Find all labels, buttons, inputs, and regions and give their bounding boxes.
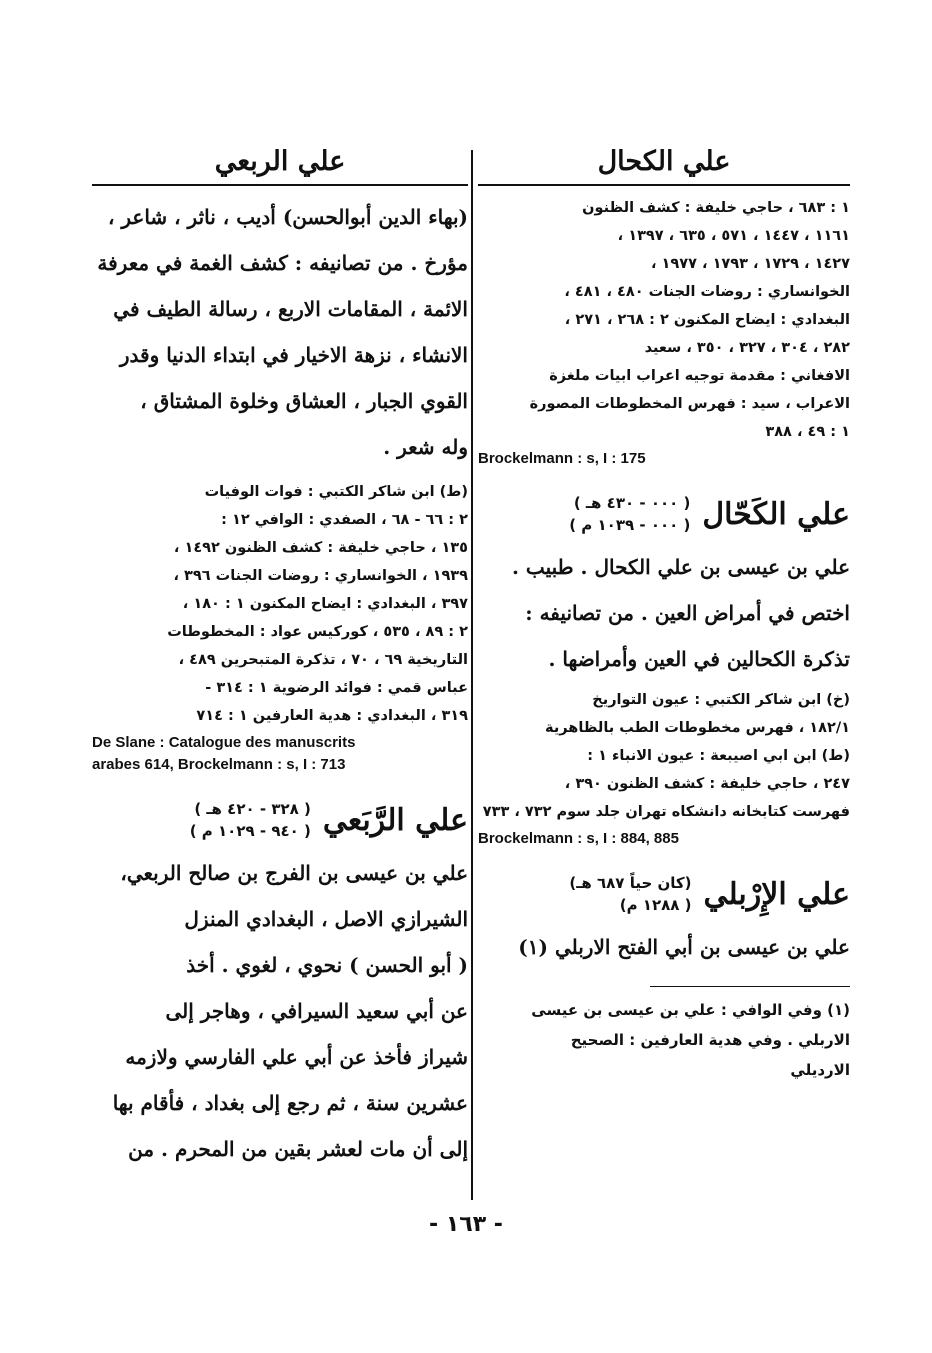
footnote-line: الارديلي bbox=[790, 1061, 850, 1079]
body-line: علي بن عيسى بن علي الكحال . طبيب . bbox=[512, 555, 850, 579]
right-column bbox=[478, 140, 850, 1085]
page-number: - ١٦٣ - bbox=[429, 1212, 503, 1237]
source-line: (ط) ابن شاكر الكتبي : فوات الوفيات bbox=[204, 484, 468, 500]
source-line: ١ : ٤٩ ، ٣٨٨ bbox=[765, 424, 850, 440]
latin-reference: arabes 614, Brockelmann : s, I : 713 bbox=[92, 756, 346, 773]
date-gregorian: ( ١٢٨٨ م) bbox=[619, 896, 692, 914]
entry-body-rabai bbox=[92, 850, 468, 1172]
source-line: ١٤٢٧ ، ١٧٢٩ ، ١٧٩٣ ، ١٩٧٧ ، bbox=[650, 256, 850, 272]
entry-dates bbox=[190, 798, 311, 842]
source-line: ٣٩٧ ، البغدادي : ايضاح المكنون ١ : ١٨٠ ، bbox=[182, 596, 468, 612]
entry-name: علي الإِرْبلي bbox=[703, 876, 850, 912]
body-line: اختص في أمراض العين . من تصانيفه : bbox=[525, 601, 850, 625]
source-line: ١ : ٦٨٣ ، حاجي خليفة : كشف الظنون bbox=[582, 200, 850, 216]
body-line: الشيرازي الاصل ، البغدادي المنزل bbox=[184, 907, 468, 931]
source-line: ٢٤٧ ، حاجي خليفة : كشف الظنون ٣٩٠ ، bbox=[564, 776, 850, 792]
entry-name: علي الكَحّال bbox=[702, 496, 850, 532]
body-line: علي بن عيسى بن الفرج بن صالح الربعي، bbox=[120, 861, 468, 885]
date-gregorian: ( ٠٠٠ - ١٠٣٩ م ) bbox=[569, 516, 691, 534]
source-line: ٢ : ٦٦ - ٦٨ ، الصفدي : الوافي ١٢ : bbox=[221, 512, 468, 528]
source-line: الاعراب ، سيد : فهرس المخطوطات المصورة bbox=[529, 396, 850, 412]
entry-sources-irbili bbox=[92, 478, 468, 730]
sources-block-top bbox=[478, 194, 850, 446]
source-line: ١٣٥ ، حاجي خليفة : كشف الظنون ١٤٩٢ ، bbox=[173, 540, 468, 556]
column-divider bbox=[471, 150, 473, 1200]
source-line: الخوانساري : روضات الجنات ٤٨٠ ، ٤٨١ ، bbox=[564, 284, 850, 300]
source-line: التاريخية ٦٩ ، ٧٠ ، تذكرة المتبحرين ٤٨٩ ، bbox=[178, 652, 468, 668]
latin-reference: Brockelmann : s, I : 884, 885 bbox=[478, 830, 679, 847]
entry-body-kahhal bbox=[478, 544, 850, 682]
date-hijri: ( ٣٢٨ - ٤٢٠ هـ ) bbox=[194, 800, 311, 818]
entry-heading-irbili bbox=[478, 872, 850, 916]
body-line: علي بن عيسى بن أبي الفتح الاربلي (١) bbox=[518, 935, 850, 959]
entry-dates bbox=[569, 872, 691, 916]
entry-name: علي الرَّبَعي bbox=[322, 802, 468, 838]
date-hijri: (كان حياً ٦٨٧ هـ) bbox=[569, 874, 692, 892]
source-line: البغدادي : ايضاح المكنون ٢ : ٢٦٨ ، ٢٧١ ، bbox=[564, 312, 850, 328]
running-head-left: علي الربعي bbox=[214, 146, 346, 177]
body-line: شيراز فأخذ عن أبي علي الفارسي ولازمه bbox=[125, 1045, 468, 1069]
head-rule-left bbox=[92, 184, 468, 186]
latin-reference-block bbox=[92, 732, 468, 776]
source-line: عباس قمي : فوائد الرضوية ١ : ٣١٤ - bbox=[205, 680, 468, 696]
source-line: ٢ : ٨٩ ، ٥٣٥ ، كوركيس عواد : المخطوطات bbox=[167, 624, 468, 640]
left-column bbox=[92, 140, 468, 1172]
source-line: ١١٦١ ، ١٤٤٧ ، ٥٧١ ، ٦٣٥ ، ١٣٩٧ ، bbox=[617, 228, 850, 244]
head-rule-right bbox=[478, 184, 850, 186]
source-line: فهرست كتابخانه دانشكاه تهران جلد سوم ٧٣٢ ، ٧٣٣ bbox=[482, 804, 850, 820]
entry-heading-kahhal bbox=[478, 492, 850, 536]
body-line: مؤرخ . من تصانيفه : كشف الغمة في معرفة bbox=[97, 251, 468, 275]
footnote-rule bbox=[650, 986, 850, 987]
body-line: ( أبو الحسن ) نحوي ، لغوي . أخذ bbox=[186, 953, 468, 977]
latin-reference: Brockelmann : s, I : 175 bbox=[478, 450, 646, 467]
source-line: ٣١٩ ، البغدادي : هدية العارفين ١ : ٧١٤ bbox=[196, 708, 468, 724]
source-line: ٢٨٢ ، ٣٠٤ ، ٣٢٧ ، ٣٥٠ ، سعيد bbox=[644, 340, 850, 356]
source-line: ١٩٣٩ ، الخوانساري : روضات الجنات ٣٩٦ ، bbox=[173, 568, 468, 584]
entry-body-continued bbox=[92, 194, 468, 470]
body-line: الانشاء ، نزهة الاخيار في ابتداء الدنيا وقدر bbox=[119, 343, 468, 367]
date-gregorian: ( ٩٤٠ - ١٠٢٩ م ) bbox=[189, 822, 311, 840]
date-hijri: ( ٠٠٠ - ٤٣٠ هـ ) bbox=[573, 494, 691, 512]
source-line: (ط) ابن ابي اصيبعة : عيون الانباء ١ : bbox=[587, 748, 850, 764]
entry-dates bbox=[569, 492, 690, 536]
footnote-line: الاربلي . وفي هدية العارفين : الصحيح bbox=[570, 1031, 850, 1049]
body-line: عن أبي سعيد السيرافي ، وهاجر إلى bbox=[165, 999, 468, 1023]
running-head-right: علي الكحال bbox=[597, 146, 731, 177]
source-line: ١٨٢/١ ، فهرس مخطوطات الطب بالظاهرية bbox=[545, 720, 850, 736]
source-line: (خ) ابن شاكر الكتبي : عيون التواريخ bbox=[592, 692, 850, 708]
body-line: الائمة ، المقامات الاربع ، رسالة الطيف في bbox=[113, 297, 468, 321]
body-line: عشرين سنة ، ثم رجع إلى بغداد ، فأقام بها bbox=[112, 1091, 468, 1115]
entry-sources-kahhal bbox=[478, 686, 850, 826]
body-line: تذكرة الكحالين في العين وأمراضها . bbox=[548, 647, 850, 671]
entry-heading-rabai bbox=[92, 798, 468, 842]
footnote bbox=[478, 995, 850, 1085]
latin-reference: De Slane : Catalogue des manuscrits bbox=[92, 734, 356, 751]
source-line: الافغاني : مقدمة توجيه اعراب ابيات ملغزة bbox=[549, 368, 850, 384]
body-line: وله شعر . bbox=[383, 435, 468, 459]
body-line: إلى أن مات لعشر بقين من المحرم . من bbox=[128, 1137, 468, 1161]
body-line: (بهاء الدين أبوالحسن) أديب ، ناثر ، شاعر ، bbox=[107, 205, 468, 229]
body-line: القوي الجبار ، العشاق وخلوة المشتاق ، bbox=[140, 389, 468, 413]
footnote-line: (١) وفي الوافي : علي بن عيسى بن عيسى bbox=[531, 1001, 850, 1019]
